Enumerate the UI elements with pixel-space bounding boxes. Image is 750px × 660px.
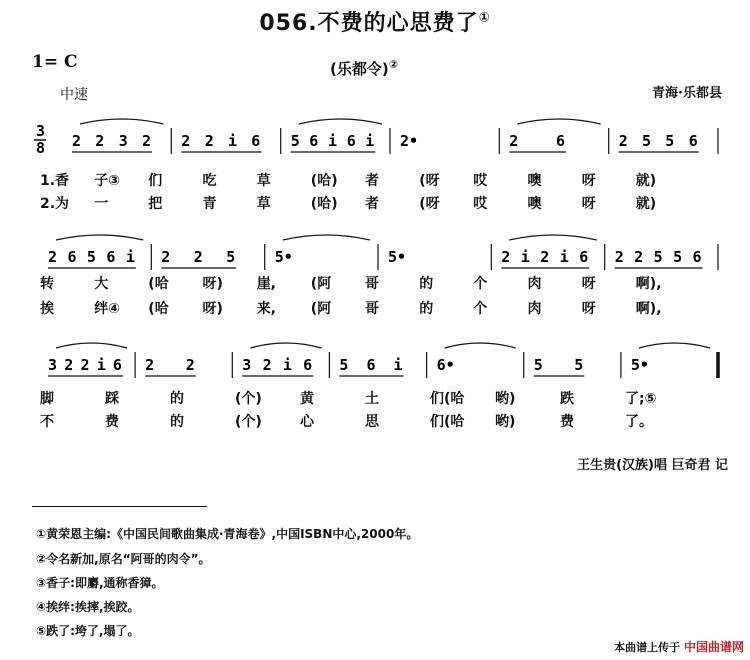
score-row-svg [0, 336, 750, 386]
slur [250, 343, 321, 348]
note: 5• [274, 248, 293, 266]
lyric-syllable: (个) [235, 391, 262, 407]
lyric-syllable: 费 [105, 414, 119, 430]
lyric-syllable: 啊), [635, 276, 662, 292]
lyric-syllable: 呀) [202, 301, 223, 317]
note: 2 [161, 248, 171, 266]
note: i [282, 356, 292, 374]
lyric-syllable: 崖, [256, 276, 277, 292]
footnote-4: ④挨绊:挨摔,挨跤。 [36, 600, 140, 614]
watermark [614, 638, 744, 655]
lyric-syllable: (呀 [419, 173, 440, 189]
lyric-syllable: 哟) [495, 391, 516, 407]
lyric-syllable: 们 [148, 173, 163, 189]
lyric-syllable: 草 [256, 173, 271, 189]
lyric-syllable: 的 [419, 276, 434, 292]
lyric-syllable: 跌 [560, 391, 574, 407]
note: 2 [193, 248, 203, 266]
lyric-syllable: 了。 [625, 414, 653, 430]
lyrics-row-2-verse-2 [0, 298, 750, 318]
lyric-syllable: 青 [202, 196, 217, 212]
song-title [0, 6, 750, 37]
lyric-syllable: (阿 [310, 276, 332, 292]
note: 6 [346, 132, 356, 150]
note: 5 [642, 132, 652, 150]
lyric-syllable: 者 [365, 196, 379, 212]
note: 2 [72, 132, 82, 150]
note: 2 [262, 356, 272, 374]
lyric-syllable: 们(哈 [430, 391, 465, 407]
note: i [520, 248, 530, 266]
note: 6 [309, 132, 319, 150]
note: 5 [226, 248, 236, 266]
note: 2 [64, 356, 74, 374]
title-text: 056.不费的心思费了 [259, 11, 479, 36]
watermark-prefix: 本曲谱上传于 [614, 641, 681, 654]
lyrics-row-3-verse-1 [0, 388, 750, 408]
note: i [228, 132, 238, 150]
lyric-syllable: 来, [256, 301, 277, 317]
tempo-marking: 中速 [60, 87, 88, 103]
note: i [559, 248, 569, 266]
lyric-syllable: (哈) [310, 196, 338, 212]
lyric-syllable: (个) [235, 414, 262, 430]
note: 5 [574, 356, 584, 374]
lyric-syllable: 吃 [202, 173, 217, 189]
note: 6 [366, 356, 376, 374]
note: 5 [290, 132, 300, 150]
note: 5 [86, 248, 96, 266]
lyric-syllable: 呀 [581, 276, 596, 292]
slur [509, 235, 596, 240]
footnote-divider [32, 506, 207, 507]
lyric-syllable: 哟) [495, 414, 516, 430]
lyric-syllable: 挨 [40, 301, 54, 317]
score-row-2 [0, 228, 750, 278]
slur [517, 119, 600, 124]
note: 2 [509, 132, 519, 150]
footnote-1: ①黄荣恩主编:《中国民间歌曲集成·青海卷》,中国ISBN中心,2000年。 [36, 527, 419, 541]
note: 6 [692, 248, 702, 266]
lyric-syllable: 心 [300, 414, 314, 430]
time-signature-top: 3 [36, 122, 46, 140]
lyric-syllable: 噢 [527, 196, 542, 212]
lyric-syllable: (哈 [148, 301, 169, 317]
note: 2 [185, 356, 195, 374]
lyric-syllable: 就) [635, 173, 657, 189]
note: 6 [303, 356, 313, 374]
note: 2 [634, 248, 644, 266]
lyric-syllable: 一 [94, 196, 109, 212]
footnote-5: ⑤跌了:垮了,塌了。 [36, 624, 140, 638]
lyric-syllable: 呀) [202, 276, 223, 292]
lyrics-row-3-verse-2 [0, 411, 750, 431]
note: 2 [501, 248, 511, 266]
lyric-syllable: (哈 [148, 276, 169, 292]
time-signature-bottom: 8 [36, 139, 46, 157]
slur [639, 343, 710, 348]
note: i [96, 356, 106, 374]
note: 5 [533, 356, 543, 374]
lyric-syllable: 的 [170, 414, 184, 430]
lyric-syllable: 哥 [365, 276, 379, 292]
lyric-syllable: 2.为 [40, 196, 70, 212]
note: 6 [112, 356, 122, 374]
lyric-syllable: 思 [365, 414, 379, 430]
score-row-svg [0, 228, 750, 278]
slur [283, 235, 370, 240]
lyric-syllable: 的 [419, 301, 434, 317]
lyrics-row-2-verse-1 [0, 273, 750, 293]
lyric-syllable: 个 [473, 301, 488, 317]
slur [80, 119, 163, 124]
lyric-syllable: (阿 [310, 301, 332, 317]
slur [56, 343, 127, 348]
footnote-2: ②令名新加,原名“阿哥的肉令”。 [36, 552, 211, 566]
score-row-3 [0, 336, 750, 386]
lyric-syllable: 踩 [105, 391, 119, 407]
note: 6 [106, 248, 116, 266]
watermark-brand: 中国曲谱网 [683, 640, 744, 654]
note: 2 [181, 132, 191, 150]
note: i [365, 132, 375, 150]
lyric-syllable: 绊④ [94, 301, 121, 317]
note: 2 [145, 356, 155, 374]
lyric-syllable: 噢 [527, 173, 542, 189]
lyric-syllable: 把 [148, 196, 163, 212]
note: 5 [665, 132, 675, 150]
note: 5 [339, 356, 349, 374]
lyric-syllable: 土 [365, 391, 379, 407]
note: i [125, 248, 135, 266]
note: 3 [48, 356, 58, 374]
lyric-syllable: 了;⑤ [625, 391, 657, 407]
score-row-svg [0, 112, 750, 162]
subtitle [330, 58, 398, 79]
lyrics-row-1-verse-1 [0, 170, 750, 190]
performer-credit: 王生贵(汉族)唱 巨奇君 记 [577, 458, 728, 473]
slur [299, 119, 382, 124]
note: 6 [556, 132, 566, 150]
lyric-syllable: 哎 [473, 173, 488, 189]
note: i [328, 132, 338, 150]
lyric-syllable: 哎 [473, 196, 488, 212]
lyric-syllable: 费 [560, 414, 574, 430]
subtitle-footnote-mark: ② [388, 58, 399, 71]
note: 2 [614, 248, 624, 266]
region-label: 青海·乐都县 [652, 86, 722, 101]
note: 2 [204, 132, 214, 150]
lyric-syllable: 转 [40, 276, 54, 292]
note: 2 [80, 356, 90, 374]
note: 2 [540, 248, 550, 266]
lyric-syllable: 就) [635, 196, 657, 212]
note: 3 [242, 356, 252, 374]
lyric-syllable: 草 [256, 196, 271, 212]
lyric-syllable: 黄 [300, 391, 314, 407]
lyric-syllable: 大 [94, 276, 109, 292]
note: 6 [251, 132, 261, 150]
note: 2 [48, 248, 58, 266]
note: 2• [400, 132, 419, 150]
note: 6 [579, 248, 589, 266]
title-footnote-mark: ① [478, 10, 491, 26]
slur [445, 343, 516, 348]
lyric-syllable: 肉 [527, 276, 542, 292]
lyric-syllable: 子③ [94, 173, 121, 189]
note: 3 [118, 132, 128, 150]
key-signature: 1= C [32, 52, 78, 72]
lyric-syllable: 哥 [365, 301, 379, 317]
lyric-syllable: 个 [473, 276, 488, 292]
lyric-syllable: 呀 [581, 301, 596, 317]
lyric-syllable: 的 [170, 391, 184, 407]
subtitle-text: (乐都令) [330, 60, 389, 78]
slur [56, 235, 143, 240]
note: 6 [67, 248, 77, 266]
lyric-syllable: 肉 [527, 301, 542, 317]
lyric-syllable: 不 [40, 414, 54, 430]
note: 5 [673, 248, 683, 266]
lyric-syllable: 1.香 [40, 173, 70, 189]
note: 2 [95, 132, 105, 150]
note: 6 [688, 132, 698, 150]
note: 2 [142, 132, 152, 150]
lyric-syllable: 呀 [581, 173, 596, 189]
note: 5 [653, 248, 663, 266]
note: i [393, 356, 403, 374]
lyric-syllable: (呀 [419, 196, 440, 212]
lyric-syllable: (哈) [310, 173, 338, 189]
note: 5• [388, 248, 407, 266]
lyric-syllable: 们(哈 [430, 414, 465, 430]
note: 5• [630, 356, 649, 374]
note: 2 [618, 132, 628, 150]
lyric-syllable: 者 [365, 173, 379, 189]
lyric-syllable: 呀 [581, 196, 596, 212]
lyric-syllable: 啊), [635, 301, 662, 317]
score-row-1 [0, 112, 750, 162]
lyrics-row-1-verse-2 [0, 193, 750, 213]
note: 6• [436, 356, 455, 374]
lyric-syllable: 脚 [40, 391, 54, 407]
footnote-3: ③香子:即麝,通称香獐。 [36, 576, 164, 590]
